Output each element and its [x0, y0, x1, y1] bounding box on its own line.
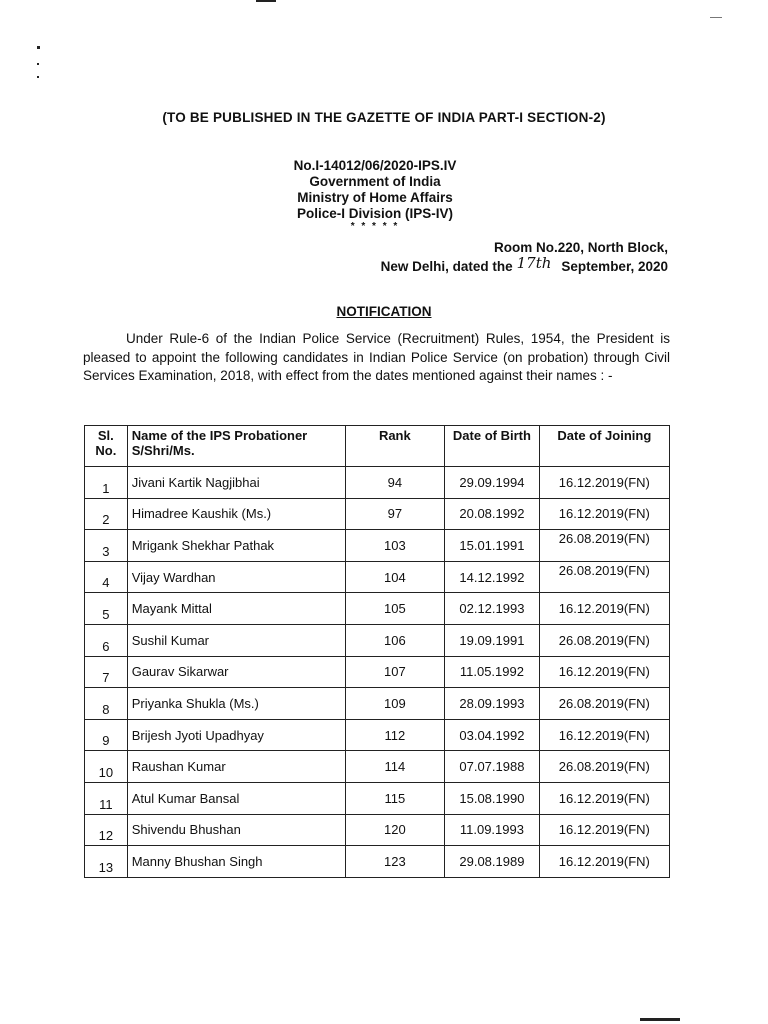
row-rank: 105	[345, 593, 445, 625]
table-row	[85, 782, 670, 814]
row-name: Sushil Kumar	[127, 624, 345, 656]
table-row	[85, 530, 670, 562]
table-row	[85, 751, 670, 783]
row-sl-no: 12	[85, 814, 128, 846]
row-sl-no: 1	[85, 467, 128, 499]
row-name: Gaurav Sikarwar	[127, 656, 345, 688]
row-name: Shivendu Bhushan	[127, 814, 345, 846]
table-row	[85, 593, 670, 625]
row-name: Himadree Kaushik (Ms.)	[127, 498, 345, 530]
scan-mark-right	[710, 17, 722, 18]
row-name: Mayank Mittal	[127, 593, 345, 625]
row-date-of-joining: 16.12.2019(FN)	[539, 719, 669, 751]
table-row	[85, 656, 670, 688]
row-date-of-birth: 29.09.1994	[445, 467, 540, 499]
row-rank: 123	[345, 846, 445, 878]
table-header-row	[85, 426, 670, 467]
row-rank: 114	[345, 751, 445, 783]
room-line: Room No.220, North Block,	[493, 240, 668, 255]
row-name: Atul Kumar Bansal	[127, 782, 345, 814]
probationer-table	[84, 425, 670, 878]
row-rank: 109	[345, 688, 445, 720]
header-sl-no: Sl. No.	[85, 426, 128, 467]
row-date-of-birth: 11.05.1992	[445, 656, 540, 688]
table-row	[85, 467, 670, 499]
row-date-of-joining: 16.12.2019(FN)	[539, 656, 669, 688]
row-rank: 107	[345, 656, 445, 688]
table-row	[85, 561, 670, 593]
table-row	[85, 624, 670, 656]
row-date-of-joining: 26.08.2019(FN)	[539, 688, 669, 720]
row-date-of-birth: 11.09.1993	[445, 814, 540, 846]
row-date-of-birth: 07.07.1988	[445, 751, 540, 783]
row-rank: 104	[345, 561, 445, 593]
dated-prefix: New Delhi, dated the	[380, 259, 513, 274]
scan-mark-top	[256, 0, 276, 2]
row-sl-no: 9	[85, 719, 128, 751]
row-name: Raushan Kumar	[127, 751, 345, 783]
header-date-of-joining: Date of Joining	[539, 426, 669, 467]
row-sl-no: 8	[85, 688, 128, 720]
table-row	[85, 814, 670, 846]
row-name: Jivani Kartik Nagjibhai	[127, 467, 345, 499]
date-line	[380, 254, 668, 276]
header-separator: * * * * *	[350, 221, 400, 232]
row-date-of-joining: 16.12.2019(FN)	[539, 782, 669, 814]
row-sl-no: 5	[85, 593, 128, 625]
ministry-line: Ministry of Home Affairs	[297, 190, 453, 205]
row-date-of-joining: 16.12.2019(FN)	[539, 814, 669, 846]
header-name: Name of the IPS Probationer S/Shri/Ms.	[127, 426, 345, 467]
row-date-of-birth: 20.08.1992	[445, 498, 540, 530]
table-row	[85, 498, 670, 530]
scan-mark-bottom	[640, 1018, 680, 1021]
row-name: Priyanka Shukla (Ms.)	[127, 688, 345, 720]
row-date-of-birth: 28.09.1993	[445, 688, 540, 720]
row-name: Manny Bhushan Singh	[127, 846, 345, 878]
row-rank: 94	[345, 467, 445, 499]
address-block	[381, 239, 668, 276]
row-name: Brijesh Jyoti Upadhyay	[127, 719, 345, 751]
row-name: Vijay Wardhan	[127, 561, 345, 593]
row-date-of-joining: 26.08.2019(FN)	[539, 624, 669, 656]
row-sl-no: 11	[85, 782, 128, 814]
notification-paragraph: Under Rule-6 of the Indian Police Service (Recruitment) Rules, 1954, the President is pleased to appoint the following candidates in Indian Police Service (on probation) through Civil Services Examination, 2018, with effect from the dates mentioned against their names : -	[83, 331, 670, 383]
row-date-of-birth: 19.09.1991	[445, 624, 540, 656]
division-line: Police-I Division (IPS-IV)	[296, 206, 454, 221]
table-row	[85, 688, 670, 720]
table-row	[85, 846, 670, 878]
row-date-of-birth: 02.12.1993	[445, 593, 540, 625]
row-sl-no: 7	[85, 656, 128, 688]
scan-mark-left-3	[37, 76, 39, 78]
row-date-of-joining: 16.12.2019(FN)	[539, 467, 669, 499]
row-date-of-joining: 16.12.2019(FN)	[539, 498, 669, 530]
row-date-of-birth: 15.08.1990	[445, 782, 540, 814]
gazette-line: (TO BE PUBLISHED IN THE GAZETTE OF INDIA PART-I SECTION-2)	[162, 110, 606, 125]
notification-title: NOTIFICATION	[336, 304, 432, 319]
row-date-of-birth: 14.12.1992	[445, 561, 540, 593]
row-date-of-joining: 16.12.2019(FN)	[539, 593, 669, 625]
row-date-of-joining: 26.08.2019(FN)	[539, 530, 669, 562]
dated-suffix: September, 2020	[561, 259, 668, 274]
row-sl-no: 4	[85, 561, 128, 593]
row-sl-no: 13	[85, 846, 128, 878]
scan-mark-left-1	[37, 46, 40, 49]
row-rank: 115	[345, 782, 445, 814]
handwritten-day: 17th	[516, 254, 552, 272]
table-row	[85, 719, 670, 751]
header-date-of-birth: Date of Birth	[445, 426, 540, 467]
row-date-of-joining: 16.12.2019(FN)	[539, 846, 669, 878]
row-rank: 97	[345, 498, 445, 530]
row-rank: 120	[345, 814, 445, 846]
letter-header	[240, 158, 510, 232]
file-number: No.I-14012/06/2020-IPS.IV	[293, 158, 457, 173]
government-line: Government of India	[309, 174, 441, 189]
header-rank: Rank	[345, 426, 445, 467]
row-date-of-birth: 03.04.1992	[445, 719, 540, 751]
table-body	[85, 467, 670, 878]
row-rank: 106	[345, 624, 445, 656]
row-date-of-birth: 29.08.1989	[445, 846, 540, 878]
row-date-of-joining: 26.08.2019(FN)	[539, 751, 669, 783]
row-sl-no: 2	[85, 498, 128, 530]
row-sl-no: 10	[85, 751, 128, 783]
row-date-of-joining: 26.08.2019(FN)	[539, 561, 669, 593]
scan-mark-left-2	[37, 63, 39, 65]
row-date-of-birth: 15.01.1991	[445, 530, 540, 562]
row-name: Mrigank Shekhar Pathak	[127, 530, 345, 562]
row-rank: 112	[345, 719, 445, 751]
row-rank: 103	[345, 530, 445, 562]
row-sl-no: 3	[85, 530, 128, 562]
row-sl-no: 6	[85, 624, 128, 656]
